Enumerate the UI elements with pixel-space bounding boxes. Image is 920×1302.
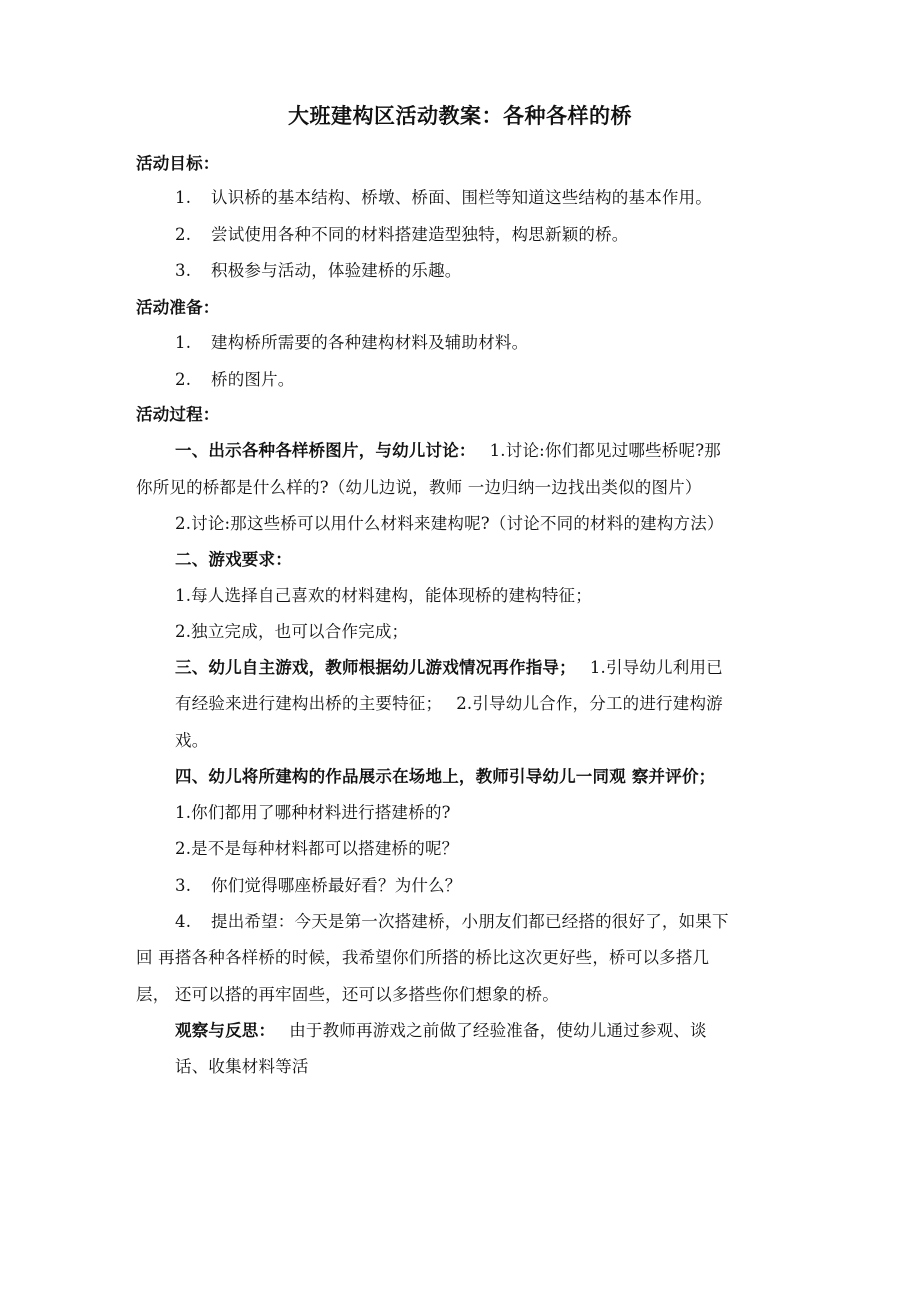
- step-4-line: 回 再搭各种各样桥的时候，我希望你们所搭的桥比这次更好些，桥可以多搭几: [136, 948, 710, 967]
- goal-item: [175, 188, 712, 208]
- goal-item-text: 认识桥的基本结构、桥墩、桥面、围栏等知道这些结构的基本作用。: [211, 188, 712, 207]
- step-3-text: 1.引导幼儿利用已: [589, 658, 723, 677]
- step-4-line: [175, 912, 729, 932]
- step-3-title: 三、幼儿自主游戏，教师根据幼儿游戏情况再作指导；: [175, 658, 576, 677]
- goals-heading: 活动目标：: [136, 154, 220, 173]
- step-1-title: 一、出示各种各样桥图片，与幼儿讨论：: [175, 441, 476, 460]
- step-4-number: 4.: [175, 912, 192, 931]
- reflection-line: 话、收集材料等活: [175, 1057, 309, 1076]
- step-1-line: 2.讨论:那这些桥可以用什么材料来建构呢?（讨论不同的材料的建构方法）: [175, 514, 724, 533]
- step-4-line: 2.是不是每种材料都可以搭建桥的呢？: [175, 839, 459, 858]
- step-3-line: 戏。: [175, 731, 209, 750]
- prep-item-text: 桥的图片。: [211, 370, 295, 389]
- step-1-text: 1.讨论:你们都见过哪些桥呢?那: [489, 441, 721, 460]
- process-step-3: [175, 658, 723, 678]
- goal-item: [175, 225, 629, 245]
- prep-item-text: 建构桥所需要的各种建构材料及辅助材料。: [211, 333, 529, 352]
- goal-item-text: 积极参与活动，体验建桥的乐趣。: [211, 261, 462, 280]
- step-4-line: [175, 876, 462, 896]
- reflection-text: 由于教师再游戏之前做了经验准备，使幼儿通过参观、谈: [289, 1021, 707, 1040]
- step-4-text: 你们觉得哪座桥最好看？为什么？: [211, 876, 462, 895]
- step-2-line: 1.每人选择自己喜欢的材料建构，能体现桥的建构特征；: [175, 586, 592, 605]
- prep-item-number: 2.: [175, 370, 192, 389]
- step-4-line: 层， 还可以搭的再牢固些，还可以多搭些你们想象的桥。: [136, 985, 559, 1004]
- step-2-line: 2.独立完成，也可以合作完成；: [175, 622, 409, 641]
- step-2-title: 二、游戏要求：: [175, 550, 292, 569]
- goal-item: [175, 261, 462, 281]
- prep-item: [175, 370, 295, 390]
- step-4-title: 四、幼儿将所建构的作品展示在场地上，教师引导幼儿一同观 察并评价；: [175, 767, 716, 786]
- step-4-line: 1.你们都用了哪种材料进行搭建桥的?: [175, 803, 451, 822]
- step-4-text: 提出希望：今天是第一次搭建桥，小朋友们都已经搭的很好了，如果下: [211, 912, 729, 931]
- step-3-line: [175, 694, 723, 714]
- prep-heading: 活动准备：: [136, 298, 220, 317]
- process-heading: 活动过程：: [136, 405, 220, 424]
- step-3-text: 2.引导幼儿合作，分工的进行建构游: [456, 694, 723, 713]
- step-1-line: 你所见的桥都是什么样的?（幼儿边说，教师 一边归纳一边找出类似的图片）: [136, 478, 702, 497]
- goal-item-text: 尝试使用各种不同的材料搭建造型独特，构思新颖的桥。: [211, 225, 629, 244]
- document-title: 大班建构区活动教案：各种各样的桥: [288, 104, 632, 128]
- step-4-number: 3.: [175, 876, 192, 895]
- goal-item-number: 2.: [175, 225, 192, 244]
- reflection-line: [175, 1021, 707, 1041]
- process-step-1: [175, 441, 721, 461]
- goal-item-number: 3.: [175, 261, 192, 280]
- prep-item: [175, 333, 528, 353]
- prep-item-number: 1.: [175, 333, 192, 352]
- step-3-text: 有经验来进行建构出桥的主要特征；: [175, 694, 443, 713]
- reflection-heading: 观察与反思：: [175, 1021, 276, 1040]
- goal-item-number: 1.: [175, 188, 192, 207]
